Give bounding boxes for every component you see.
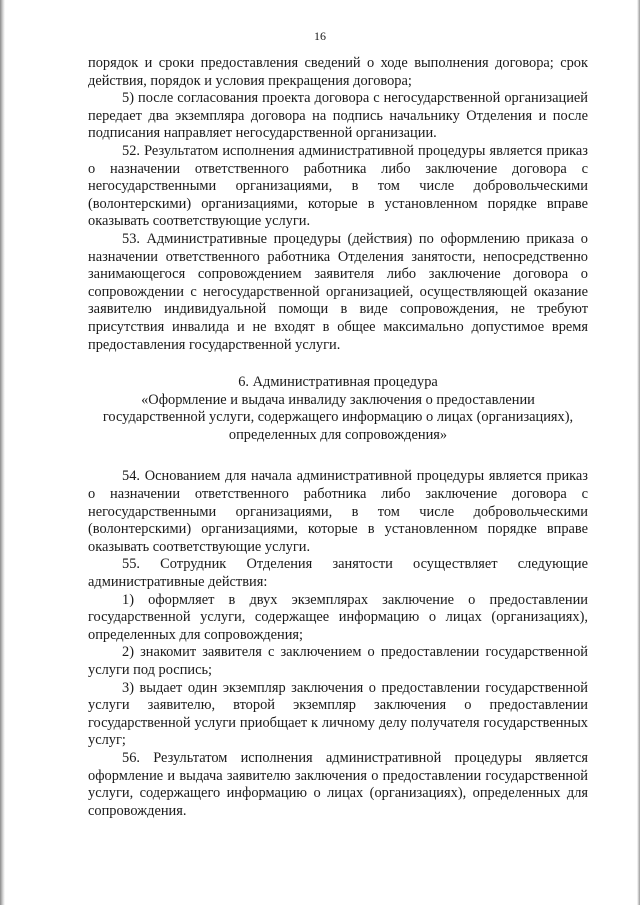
- paragraph-55: 55. Сотрудник Отделения занятости осуществляет следующие административные действия:: [88, 556, 588, 591]
- section-heading-title-line3: определенных для сопровождения»: [228, 426, 448, 443]
- section-heading: [88, 374, 588, 444]
- paragraph-56: 56. Результатом исполнения административной процедуры является оформление и выдача заявителю заключения о предоставлении государственной услуги, содержащего информацию о лицах (организациях), определенных для сопровождения.: [88, 749, 588, 819]
- section-heading-number: 6. Административная процедура: [238, 374, 438, 391]
- section-heading-title-line1: «Оформление и выдача инвалиду заключения о предоставлении: [141, 391, 535, 408]
- paragraph-55-item-2: 2) знакомит заявителя с заключением о предоставлении государственной услуги под роспись;: [88, 644, 588, 678]
- paragraph-53: 53. Административные процедуры (действия) по оформлению приказа о назначении ответственного работника Отделения занятости, непосредственно занимающегося сопровождением заявителя либо заключение договора о сопровождении с негосударственной организацией, осуществляющей оказание заявителю индивидуальной помощи в виде сопровождения, не требуют присутствия инвалида и не входят в общее максимально допустимое время предоставления государственной услуги.: [88, 230, 588, 353]
- paragraph-continuation: порядок и сроки предоставления сведений о ходе выполнения договора; срок действия, порядок и условия прекращения договора;: [88, 55, 588, 89]
- paragraph-54: 54. Основанием для начала административной процедуры является приказ о назначении ответственного работника либо заключение договора с негосударственными организациями, в том числе добровольческими (волонтерскими) организациями, которые в установленном порядке вправе оказывать соответствующие услуги.: [88, 468, 588, 555]
- document-body: [88, 55, 588, 820]
- scan-edge-left: [0, 0, 5, 905]
- paragraph-55-item-1: 1) оформляет в двух экземплярах заключение о предоставлении государственной услуги, содержащее информацию о лицах (организациях), определенных для сопровождения;: [88, 591, 588, 643]
- paragraph-52: 52. Результатом исполнения административной процедуры является приказ о назначении ответственного работника либо заключение договора с негосударственными организациями, в том числе добровольческими (волонтерскими) организациями, которые в установленном порядке вправе оказывать соответствующие услуги.: [88, 142, 588, 230]
- paragraph-55-item-3: 3) выдает один экземпляр заключения о предоставлении государственной услуги заявителю, второй экземпляр заключения о предоставлении государственной услуги приобщает к личному делу получателя государственных услуг;: [88, 679, 588, 749]
- paragraph-item-5: 5) после согласования проекта договора с негосударственной организацией передает два экземпляра договора на подпись начальнику Отделения и после подписания направляет негосударственной организации.: [88, 90, 588, 142]
- section-heading-title-line2: государственной услуги, содержащего информацию о лицах (организациях),: [102, 409, 574, 426]
- page-number: 16: [314, 29, 326, 43]
